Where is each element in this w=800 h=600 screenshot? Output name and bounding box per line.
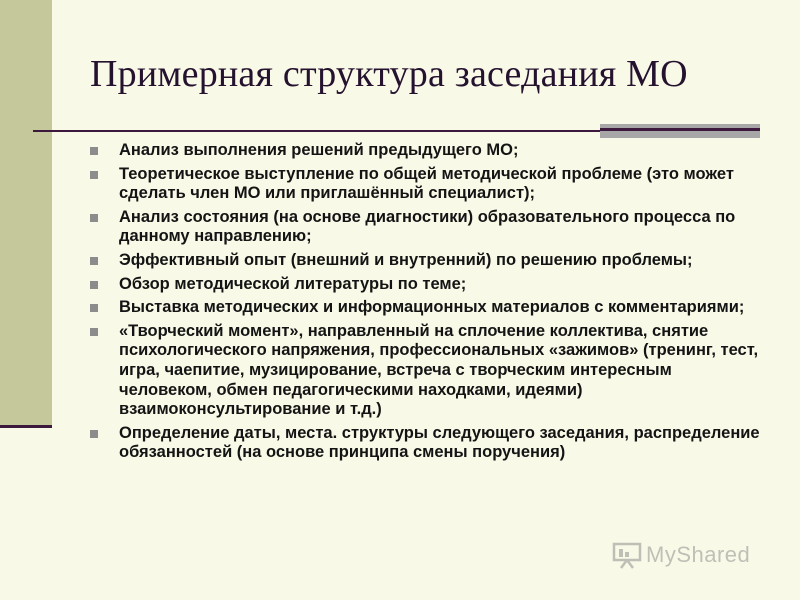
- left-decor-line: [0, 425, 52, 428]
- list-item-text: Обзор методической литературы по теме;: [119, 274, 467, 293]
- list-item-text: Выставка методических и информационных материалов с комментариями;: [119, 298, 745, 317]
- list-item-text: Теоретическое выступление по общей методической проблеме (это может сделать член МО или приглашённый специалист);: [119, 164, 734, 203]
- presentation-board-icon: [612, 541, 642, 569]
- list-item: [90, 251, 765, 271]
- list-item: [90, 424, 765, 463]
- square-bullet-icon: [90, 214, 98, 222]
- watermark-text: MyShared: [646, 542, 751, 567]
- list-item-text: Анализ выполнения решений предыдущего МО;: [119, 141, 519, 159]
- list-item: [90, 165, 765, 204]
- square-bullet-icon: [90, 430, 98, 438]
- list-item: [90, 141, 765, 161]
- title-accent-bar: [600, 124, 760, 138]
- list-item-text: Анализ состояния (на основе диагностики) образовательного процесса по данному направлению;: [119, 207, 736, 246]
- list-item: [90, 298, 765, 318]
- slide-title: Примерная структура заседания МО: [90, 53, 688, 95]
- left-decor-band: [0, 0, 52, 428]
- agenda-list: [90, 141, 765, 467]
- title-accent-line: [600, 128, 760, 131]
- square-bullet-icon: [90, 304, 98, 312]
- square-bullet-icon: [90, 147, 98, 155]
- square-bullet-icon: [90, 257, 98, 265]
- list-item: [90, 208, 765, 247]
- list-item-text: Эффективный опыт (внешний и внутренний) по решению проблемы;: [119, 250, 693, 269]
- watermark: [612, 541, 750, 569]
- square-bullet-icon: [90, 281, 98, 289]
- list-item: [90, 322, 765, 420]
- square-bullet-icon: [90, 171, 98, 179]
- square-bullet-icon: [90, 328, 98, 336]
- list-item-text: «Творческий момент», направленный на сплочение коллектива, снятие психологического напряжения, профессиональных «зажимов» (тренинг, тест, игра, чаепитие, музицирование, встреча с творческим интересным человеком, обмен педагогическими находками, идеями) взаимоконсультирование и т.д.): [119, 321, 759, 419]
- list-item-text: Определение даты, места. структуры следующего заседания, распределение обязанностей (на основе принципа смены поручения): [119, 423, 760, 462]
- list-item: [90, 275, 765, 295]
- title-underline: [33, 130, 600, 132]
